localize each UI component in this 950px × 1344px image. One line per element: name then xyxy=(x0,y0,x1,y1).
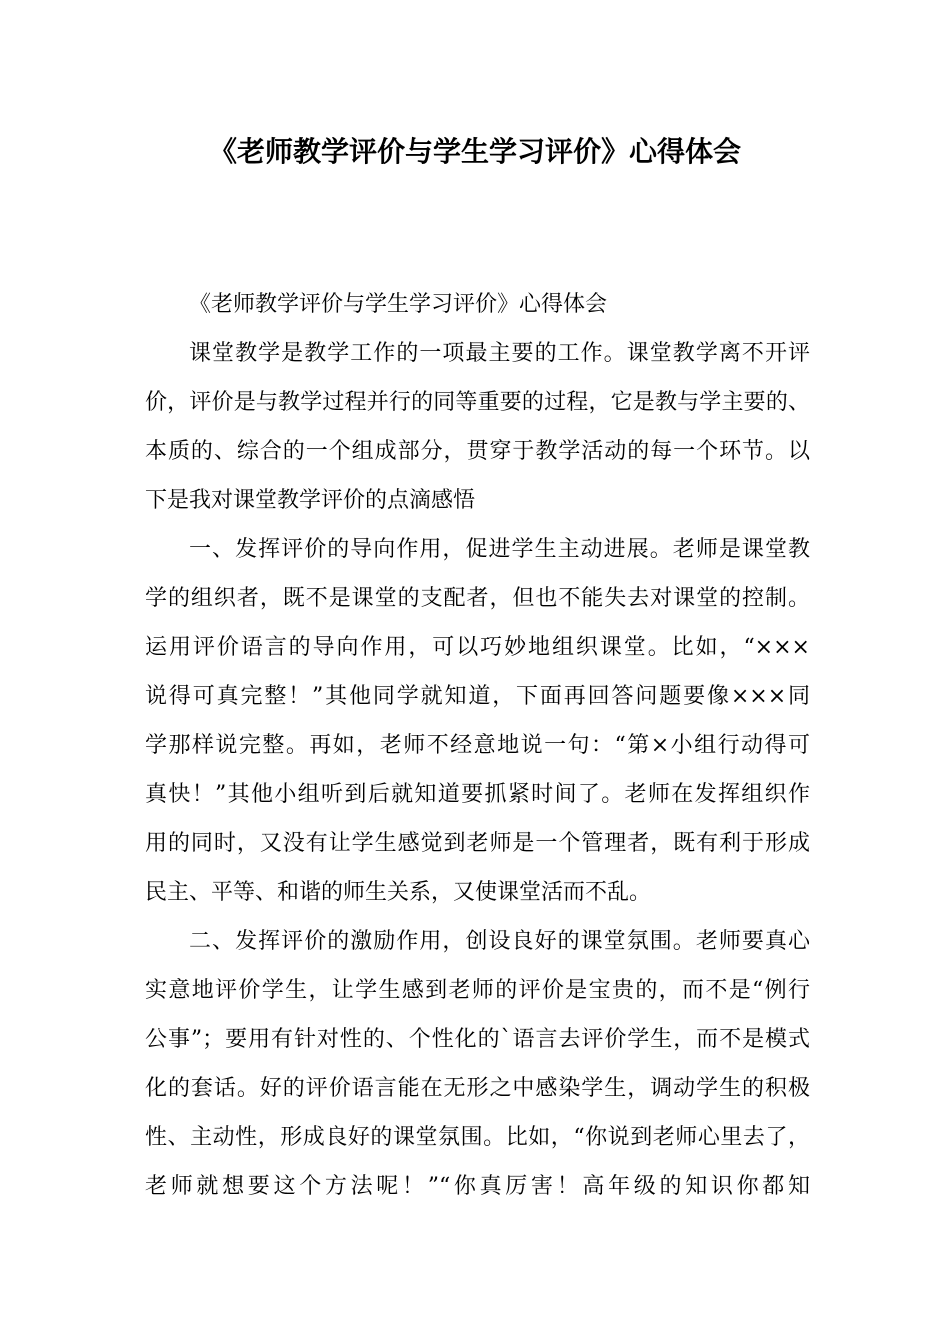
document-subtitle: 《老师教学评价与学生学习评价》心得体会 xyxy=(189,292,608,317)
paragraph-line: 老师就想要这个方法呢！”“你真厉害！高年级的知识你都知 xyxy=(145,1174,810,1199)
paragraph-line: 本质的、综合的一个组成部分，贯穿于教学活动的每一个环节。以 xyxy=(145,439,810,464)
paragraph-3 xyxy=(145,917,810,1211)
paragraph-2 xyxy=(145,525,810,917)
paragraph-line: 用的同时，又没有让学生感觉到老师是一个管理者，既有利于形成 xyxy=(145,831,810,856)
paragraph-line: 价，评价是与教学过程并行的同等重要的过程，它是教与学主要的、 xyxy=(145,390,810,415)
paragraph-line: 一、发挥评价的导向作用，促进学生主动进展。老师是课堂教 xyxy=(189,537,810,562)
paragraph-line: 运用评价语言的导向作用，可以巧妙地组织课堂。比如，“××× xyxy=(145,635,810,660)
paragraph-line: 真快！”其他小组听到后就知道要抓紧时间了。老师在发挥组织作 xyxy=(145,782,810,807)
paragraph-line: 二、发挥评价的激励作用，创设良好的课堂氛围。老师要真心 xyxy=(189,929,810,954)
paragraph-line: 公事”；要用有针对性的、个性化的`语言去评价学生，而不是模式 xyxy=(145,1027,810,1052)
paragraph-line: 化的套话。好的评价语言能在无形之中感染学生，调动学生的积极 xyxy=(145,1076,810,1101)
paragraph-line: 性、主动性，形成良好的课堂氛围。比如，“你说到老师心里去了， xyxy=(145,1125,810,1150)
paragraph-line: 学那样说完整。再如，老师不经意地说一句：“第×小组行动得可 xyxy=(145,733,810,758)
paragraph-line: 课堂教学是教学工作的一项最主要的工作。课堂教学离不开评 xyxy=(189,341,810,366)
document-title: 《老师教学评价与学生学习评价》心得体会 xyxy=(208,135,741,168)
paragraph-line: 学的组织者，既不是课堂的支配者，但也不能失去对课堂的控制。 xyxy=(145,586,810,611)
paragraph-line: 民主、平等、和谐的师生关系，又使课堂活而不乱。 xyxy=(145,880,652,905)
paragraph-line: 说得可真完整！”其他同学就知道，下面再回答问题要像×××同 xyxy=(145,684,810,709)
paragraph-line: 实意地评价学生，让学生感到老师的评价是宝贵的，而不是“例行 xyxy=(145,978,810,1003)
paragraph-1 xyxy=(145,329,810,525)
paragraph-line: 下是我对课堂教学评价的点滴感悟 xyxy=(145,488,476,513)
